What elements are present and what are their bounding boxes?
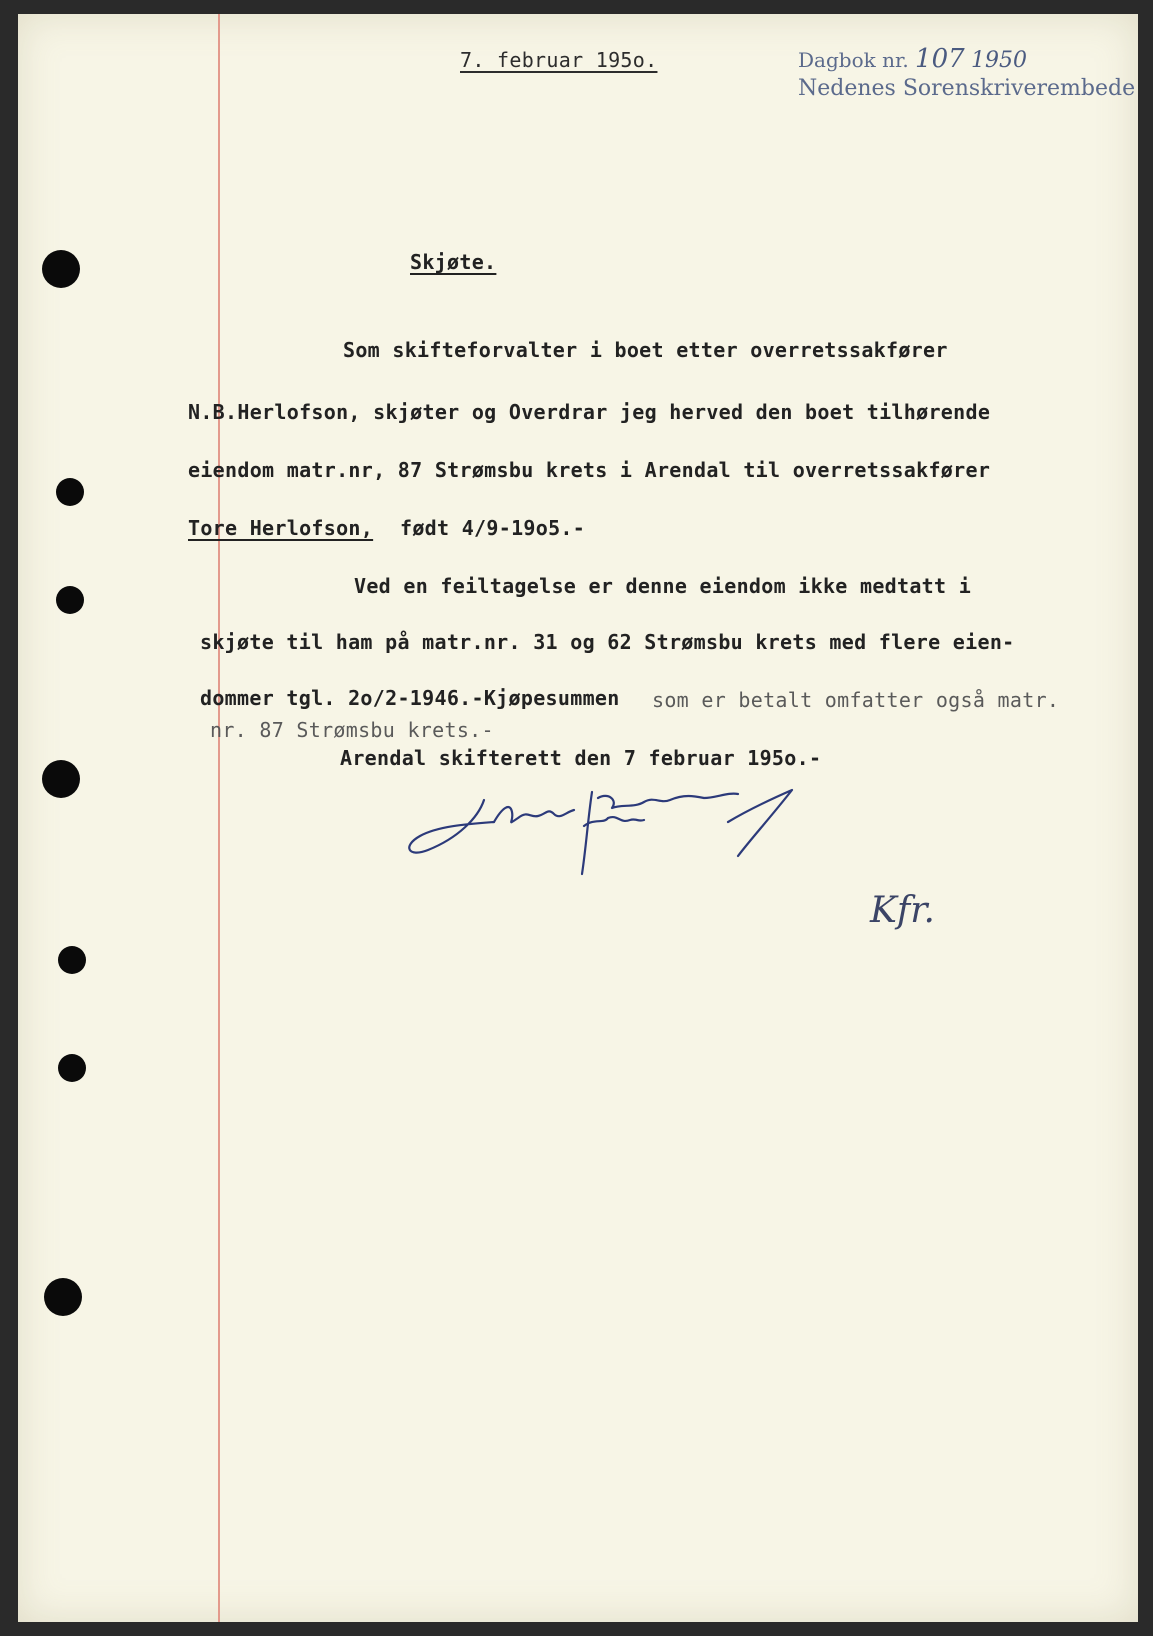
punch-hole-icon bbox=[56, 478, 84, 506]
document-page bbox=[18, 14, 1138, 1622]
body-line: som er betalt omfatter også matr. bbox=[652, 688, 1060, 712]
body-line: født 4/9-19o5.- bbox=[400, 516, 586, 540]
body-line: Som skifteforvalter i boet etter overretssakfører bbox=[343, 338, 948, 362]
document-title: Skjøte. bbox=[410, 250, 497, 274]
punch-hole-icon bbox=[42, 250, 80, 288]
body-line: nr. 87 Strømsbu krets.- bbox=[210, 718, 494, 742]
body-line: N.B.Herlofson, skjøter og Overdrar jeg herved den boet tilhørende bbox=[188, 400, 991, 424]
stamp-year: 1950 bbox=[971, 48, 1028, 73]
document-date: 7. februar 195o. bbox=[460, 48, 658, 72]
handwritten-note: Kfr. bbox=[870, 890, 935, 931]
body-line: Ved en feiltagelse er denne eiendom ikke medtatt i bbox=[354, 574, 972, 598]
punch-hole-icon bbox=[44, 1278, 82, 1316]
margin-line bbox=[218, 14, 220, 1622]
body-line: eiendom matr.nr, 87 Strømsbu krets i Arendal til overretssakfører bbox=[188, 458, 991, 482]
stamp-office: Nedenes Sorenskriverembede bbox=[798, 76, 1136, 101]
body-line-name: Tore Herlofson, bbox=[188, 516, 374, 540]
body-line: skjøte til ham på matr.nr. 31 og 62 Strømsbu krets med flere eien- bbox=[200, 630, 1015, 654]
stamp-number: 107 bbox=[915, 44, 965, 74]
punch-hole-icon bbox=[56, 586, 84, 614]
handwritten-signature bbox=[398, 778, 818, 888]
stamp-label: Dagbok nr. bbox=[798, 48, 909, 72]
registry-stamp bbox=[798, 44, 1027, 74]
body-line: Arendal skifterett den 7 februar 195o.- bbox=[340, 746, 822, 770]
punch-hole-icon bbox=[58, 1054, 86, 1082]
punch-hole-icon bbox=[58, 946, 86, 974]
punch-hole-icon bbox=[42, 760, 80, 798]
body-line: dommer tgl. 2o/2-1946.-Kjøpesummen bbox=[200, 686, 620, 710]
